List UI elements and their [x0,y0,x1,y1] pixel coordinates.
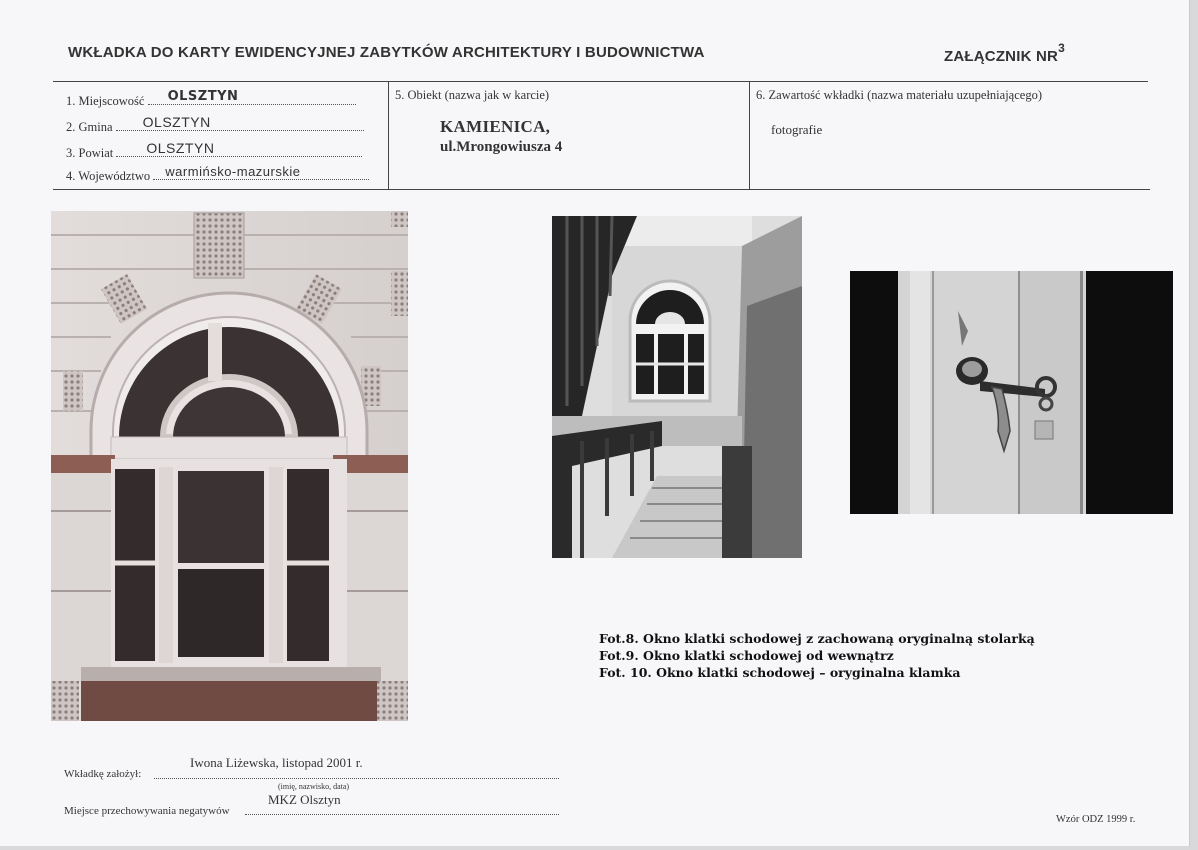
attachment-label-text: ZAŁĄCZNIK NR [944,48,1059,65]
storage-value: MKZ Olsztyn [268,792,341,807]
powiat-value: OLSZTYN [146,140,215,156]
author-value: Iwona Liżewska, listopad 2001 r. [190,755,363,770]
wojewodztwo-field [66,164,369,184]
wojewodztwo-value: warmińsko-mazurskie [165,164,301,179]
gmina-value: OLSZTYN [142,114,211,130]
author-label: Wkładkę założył: [64,768,142,780]
photo-exterior-window [51,211,408,721]
storage-line [245,814,559,815]
top-rule [53,81,1148,82]
exterior-window-image [51,211,408,721]
staircase-image [552,216,802,558]
contents-value: fotografie [771,122,823,137]
form-version: Wzór ODZ 1999 r. [1056,814,1136,825]
object-name-line1: KAMIENICA, [440,117,551,136]
author-hint: (imię, nazwisko, data) [278,782,350,791]
miejscowosc-field [66,89,356,109]
powiat-field [66,140,362,161]
contents-label: 6. Zawartość wkładki (nazwa materiału uzupełniającego) [756,88,1042,102]
photo-door-handle [850,271,1173,514]
attachment-number: 3 [1058,41,1065,55]
powiat-label: 3. Powiat [66,146,114,160]
column-divider-1 [388,81,389,189]
miejscowosc-label: 1. Miejscowość [66,94,145,108]
miejscowosc-value: OLSZTYN [167,89,239,104]
author-line [154,778,559,779]
wojewodztwo-label: 4. Województwo [66,169,151,183]
door-handle-image [850,271,1173,514]
caption-fot-8: Fot.8. Okno klatki schodowej z zachowaną oryginalną stolarką [599,631,1035,646]
object-label: 5. Obiekt (nazwa jak w karcie) [395,88,550,102]
caption-fot-10: Fot. 10. Okno klatki schodowej – oryginalna klamka [599,665,961,680]
photo-staircase-interior [552,216,802,558]
attachment-label [944,41,1065,65]
caption-list [599,630,1035,681]
object-name-line2: ul.Mrongowiusza 4 [440,139,563,155]
gmina-label: 2. Gmina [66,120,113,134]
sheet-title: WKŁADKA DO KARTY EWIDENCYJNEJ ZABYTKÓW ARCHITEKTURY I BUDOWNICTWA [68,44,705,61]
caption-fot-9: Fot.9. Okno klatki schodowej od wewnątrz [599,648,894,663]
storage-label: Miejsce przechowywania negatywów [64,805,230,817]
bottom-rule [53,189,1150,190]
column-divider-2 [749,81,750,189]
gmina-field [66,114,364,135]
